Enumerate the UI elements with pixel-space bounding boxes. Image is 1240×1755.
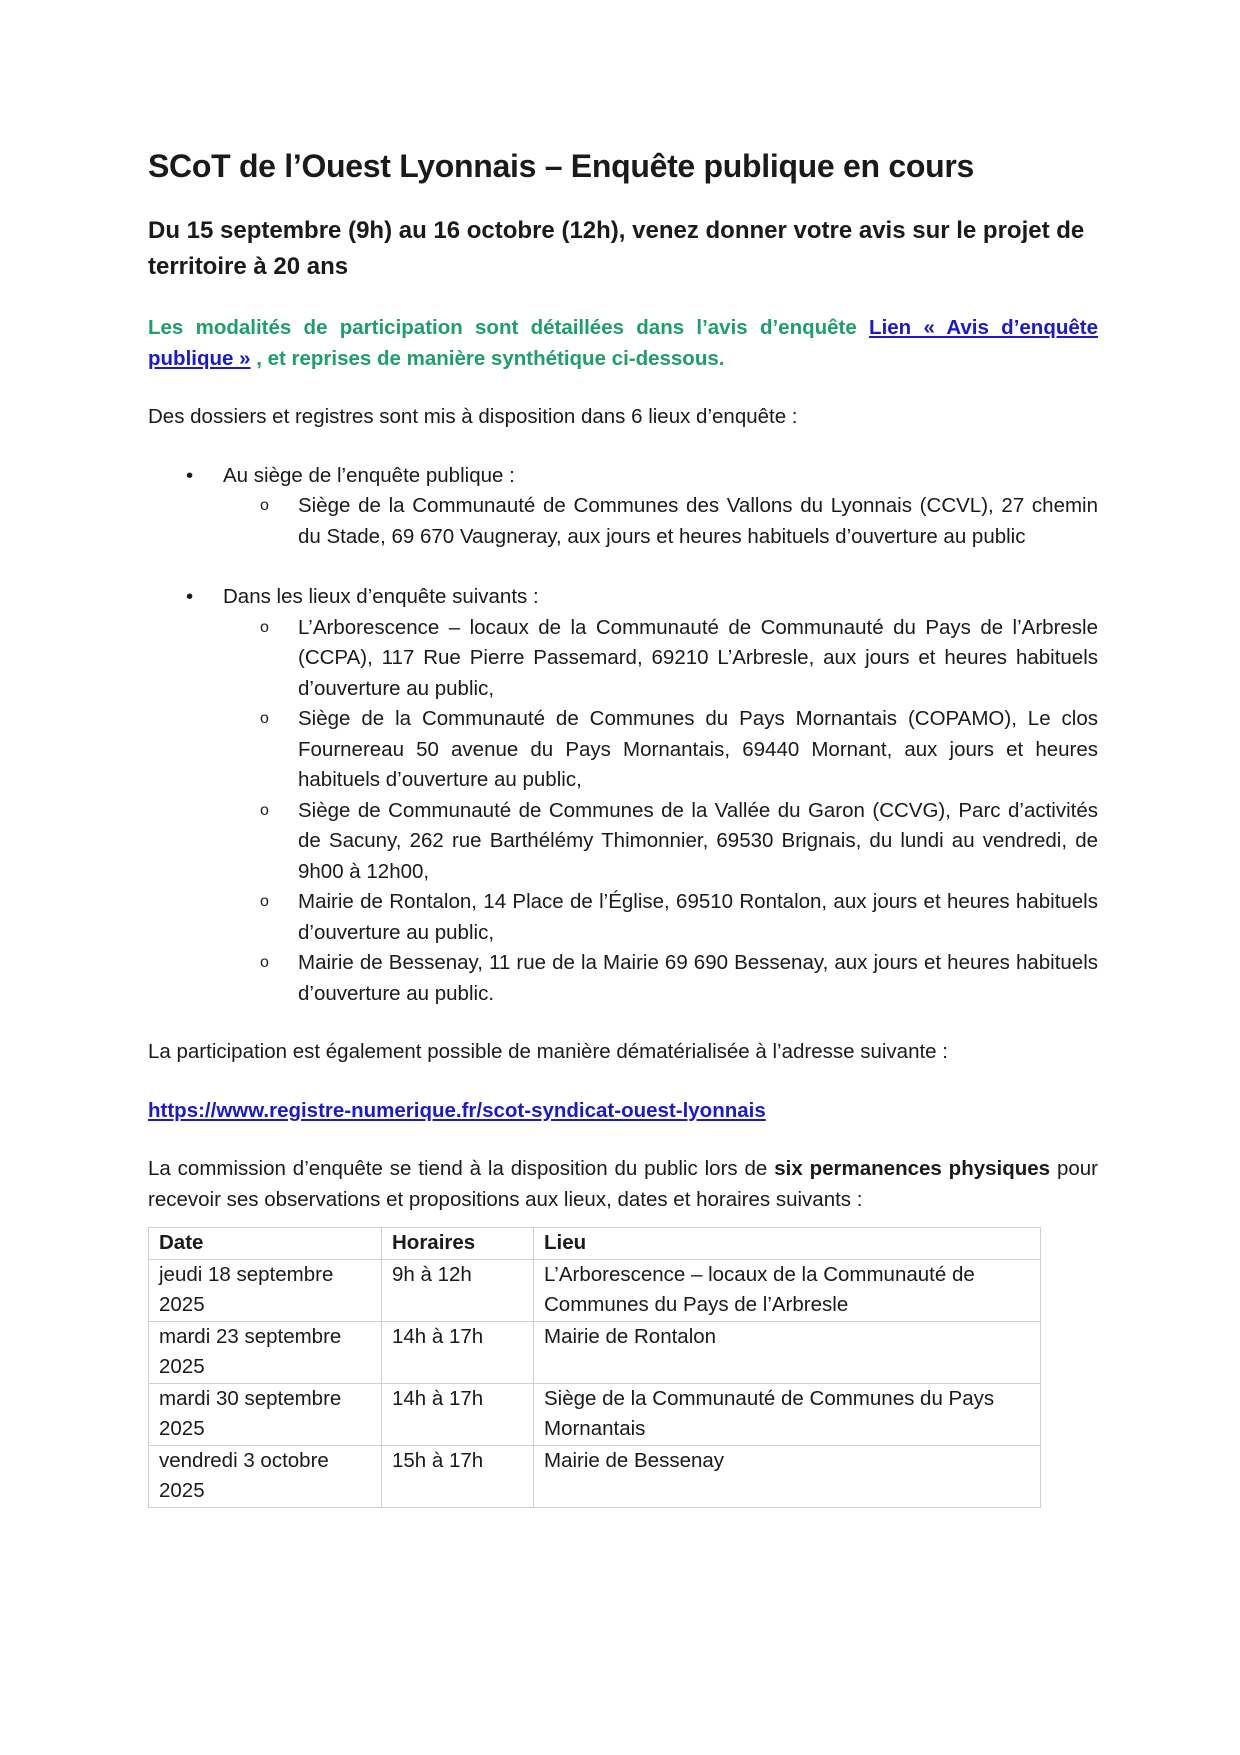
list-subitem	[148, 948, 1098, 1009]
list-label: Au siège de l’enquête publique :	[223, 463, 515, 487]
list-item	[148, 582, 1098, 613]
subitem-text: Siège de Communauté de Communes de la Vallée du Garon (CCVG), Parc d’activités de Sacuny, 262 rue Barthélémy Thimonnier, 69530 Brignais, du lundi au vendredi, de 9h00 à 12h00,	[298, 798, 1098, 883]
cell-horaires: 15h à 17h	[382, 1445, 534, 1507]
list-subitem	[148, 704, 1098, 796]
subitem-text: Mairie de Rontalon, 14 Place de l’Église, 69510 Rontalon, aux jours et heures habituels d’ouverture au public,	[298, 890, 1098, 944]
cell-horaires: 14h à 17h	[382, 1321, 534, 1383]
cell-date: jeudi 18 septembre 2025	[149, 1259, 382, 1321]
table-row	[149, 1321, 1041, 1383]
intro-paragraph	[148, 313, 1098, 374]
cell-lieu: Siège de la Communauté de Communes du Pays Mornantais	[534, 1383, 1041, 1445]
permanences-table	[148, 1227, 1041, 1508]
cell-lieu: Mairie de Rontalon	[534, 1321, 1041, 1383]
circle-bullet-icon: o	[260, 497, 269, 514]
circle-bullet-icon: o	[260, 618, 269, 636]
subitem-text: Siège de la Communauté de Communes des Vallons du Lyonnais (CCVL), 27 chemin du Stade, 69 670 Vaugneray, aux jours et heures habituels d’ouverture au public	[298, 494, 1098, 548]
circle-bullet-icon: o	[260, 710, 269, 727]
list-item	[148, 461, 1098, 492]
cell-date: mardi 23 septembre 2025	[149, 1321, 382, 1383]
header-lieu: Lieu	[534, 1228, 1041, 1260]
commission-bold: six permanences physiques	[774, 1157, 1051, 1180]
list-subitem	[148, 887, 1098, 948]
page-title: SCoT de l’Ouest Lyonnais – Enquête publique en cours	[148, 148, 974, 184]
header-horaires: Horaires	[382, 1228, 534, 1260]
subitem-text: Siège de la Communauté de Communes du Pays Mornantais (COPAMO), Le clos Fournereau 50 avenue du Pays Mornantais, 69440 Mornant, aux jours et heures habituels d’ouverture au public,	[298, 707, 1098, 791]
intro-text: Les modalités de participation sont détaillées dans l’avis d’enquête	[148, 316, 870, 339]
bullet-icon: •	[186, 463, 194, 487]
lead-paragraph: Des dossiers et registres sont mis à disposition dans 6 lieux d’enquête :	[148, 405, 798, 428]
cell-lieu: L’Arborescence – locaux de la Communauté de Communes du Pays de l’Arbresle	[534, 1259, 1041, 1321]
document-page	[148, 148, 1098, 1508]
circle-bullet-icon: o	[260, 893, 269, 910]
registre-numerique-link[interactable]: https://www.registre-numerique.fr/scot-syndicat-ouest-lyonnais	[148, 1098, 766, 1122]
bullet-icon: •	[186, 585, 194, 608]
cell-horaires: 9h à 12h	[382, 1259, 534, 1321]
list-subitem	[148, 613, 1098, 705]
commission-text-after: pour recevoir ses observations et propositions aux lieux, dates et horaires suivants :	[148, 1157, 1098, 1211]
subtitle: Du 15 septembre (9h) au 16 octobre (12h), venez donner votre avis sur le projet de territoire à 20 ans	[148, 217, 1085, 280]
cell-date: vendredi 3 octobre 2025	[149, 1445, 382, 1507]
commission-text: La commission d’enquête se tiend à la disposition du public lors de	[148, 1157, 775, 1180]
commission-paragraph	[148, 1154, 1098, 1215]
online-link-paragraph	[148, 1096, 1098, 1127]
cell-date: mardi 30 septembre 2025	[149, 1383, 382, 1445]
table-row	[149, 1383, 1041, 1445]
subitem-text: Mairie de Bessenay, 11 rue de la Mairie 69 690 Bessenay, aux jours et heures habituels d’ouverture au public.	[298, 951, 1098, 1005]
circle-bullet-icon: o	[260, 801, 269, 819]
circle-bullet-icon: o	[260, 954, 269, 971]
subitem-text: L’Arborescence – locaux de la Communauté de Communauté du Pays de l’Arbresle (CCPA), 117 Rue Pierre Passemard, 69210 L’Arbresle, aux jours et heures habituels d’ouverture au public,	[298, 615, 1098, 700]
locations-list	[148, 461, 1098, 1010]
avis-enquete-link[interactable]: Lien « Avis d’enquête publique »	[148, 316, 1098, 370]
list-subitem	[148, 491, 1098, 552]
table-row	[149, 1445, 1041, 1507]
list-label: Dans les lieux d’enquête suivants :	[223, 585, 539, 608]
list-subitem	[148, 796, 1098, 888]
cell-horaires: 14h à 17h	[382, 1383, 534, 1445]
online-paragraph: La participation est également possible de manière dématérialisée à l’adresse suivante :	[148, 1040, 948, 1063]
intro-text-after: , et reprises de manière synthétique ci-dessous.	[250, 346, 725, 370]
cell-lieu: Mairie de Bessenay	[534, 1445, 1041, 1507]
header-date: Date	[149, 1228, 382, 1260]
table-header-row	[149, 1228, 1041, 1260]
table-row	[149, 1259, 1041, 1321]
